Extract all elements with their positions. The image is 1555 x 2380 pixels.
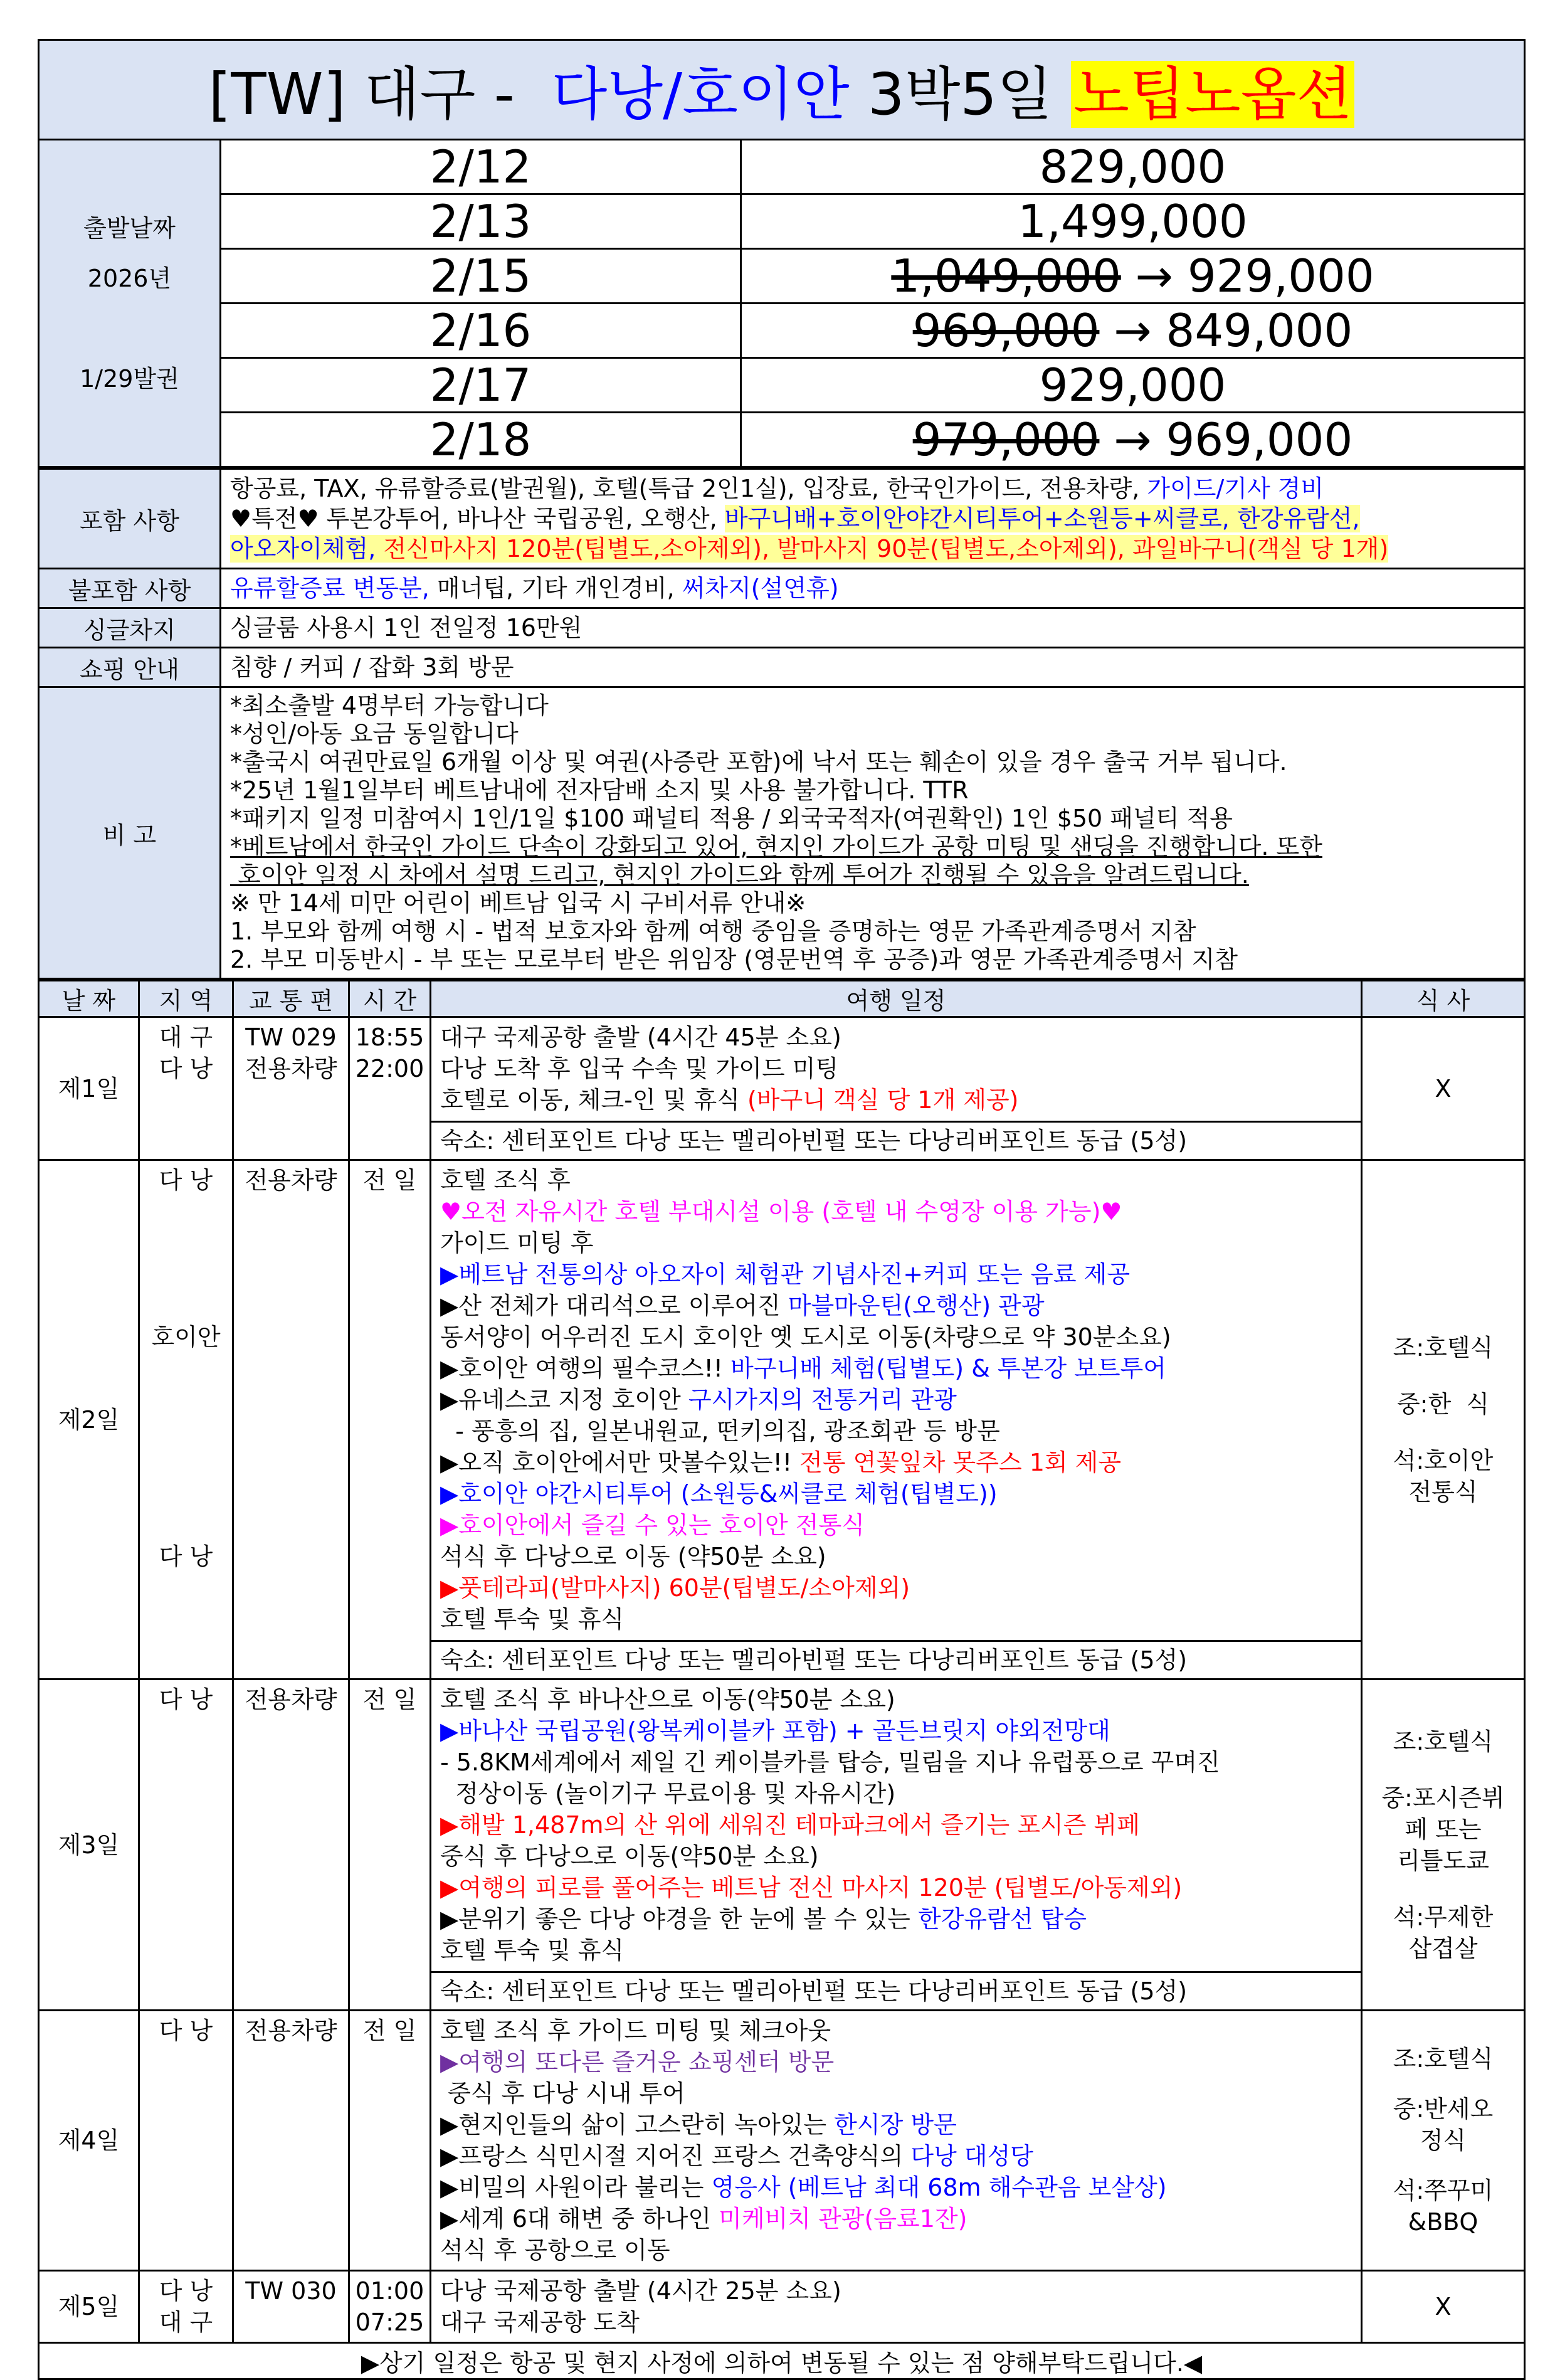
schedule-line: ▶해발 1,487m의 산 위에 세워진 테마파크에서 즐기는 포시즌 뷔페 (440, 1811, 1140, 1839)
schedule-line: ▶호이안에서 즐길 수 있는 호이안 전통식 (440, 1511, 865, 1539)
note-line: *25년 1월1일부터 베트남내에 전자담배 소지 및 사용 불가합니다. TTR (230, 776, 969, 804)
text: 가이드/기사 경비 (1147, 475, 1324, 502)
departure-date: 2/17 (221, 358, 741, 413)
time: 전 일 (349, 1679, 431, 2011)
col-schedule: 여행 일정 (431, 981, 1362, 1017)
text: 전통 연꽃잎차 못주스 1회 제공 (799, 1449, 1122, 1476)
text: 마블마운틴(오행산) 관광 (788, 1292, 1045, 1320)
schedule-line: 중식 후 다낭 시내 투어 (440, 2080, 685, 2107)
title-destination: 다낭/호이안 (551, 61, 850, 128)
col-region: 지 역 (139, 981, 233, 1017)
new-price: 829,000 (1039, 140, 1226, 193)
price (741, 304, 1525, 358)
text: 한강유람선 탑승 (917, 1905, 1087, 1933)
note-line: 1. 부모와 함께 여행 시 - 법적 보호자와 함께 여행 중임을 증명하는 영문 가족관계증명서 지참 (230, 918, 1196, 945)
schedule-line: 호텔 투숙 및 휴식 (440, 1605, 625, 1633)
new-price: 929,000 (1187, 250, 1374, 302)
schedule-line: 가이드 미팅 후 (440, 1229, 594, 1257)
text: 구시가지의 전통거리 관광 (688, 1386, 957, 1414)
text: 항공료, TAX, 유류할증료(발권월), 호텔(특급 2인1실), 입장료, 한국인가이드, 전용차량, (230, 475, 1147, 502)
day-label: 제4일 (39, 2011, 139, 2271)
meal-line: 석:호이안 (1393, 1446, 1494, 1474)
itinerary-table (38, 980, 1526, 2380)
shopping-text: 침향 / 커피 / 잡화 3회 방문 (221, 648, 1525, 687)
region-name: 대 구 (159, 2309, 213, 2336)
text: 호텔로 이동, 체크-인 및 휴식 (440, 1086, 747, 1114)
arrow: → (1135, 250, 1173, 302)
included-label: 포함 사항 (39, 469, 221, 569)
meal-line: 정식 (1420, 2127, 1467, 2154)
meal-line: 리틀도쿄 (1397, 1846, 1489, 1875)
price (741, 358, 1525, 413)
region-name: 다 낭 (159, 1166, 213, 1194)
text: 한시장 방문 (834, 2111, 957, 2139)
tour-brochure (38, 39, 1524, 2380)
text: (바구니 객실 당 1개 제공) (747, 1086, 1019, 1114)
schedule-line: 대구 국제공항 출발 (4시간 45분 소요) (440, 1023, 841, 1051)
schedule (431, 1160, 1362, 1679)
transport: 전용차량 (233, 1160, 349, 1679)
text: 바구니배 체험(팁별도) & 투본강 보트투어 (730, 1355, 1166, 1382)
accommodation: 숙소: 센터포인트 다낭 또는 멜리아빈펄 또는 다낭리버포인트 동급 (5성) (431, 1121, 1361, 1159)
text: ▶산 전체가 대리석으로 이루어진 (440, 1292, 788, 1320)
text: ▶호이안 여행의 필수코스!! (440, 1355, 731, 1382)
meal-line: 조:호텔식 (1393, 1333, 1494, 1362)
text: ▶프랑스 식민시절 지어진 프랑스 건축양식의 (440, 2142, 911, 2170)
schedule-line: 호텔 투숙 및 휴식 (440, 1937, 625, 1964)
price (741, 194, 1525, 249)
col-transport: 교 통 편 (233, 981, 349, 1017)
departure-date: 2/12 (221, 140, 741, 194)
departure-date-label (39, 140, 221, 467)
schedule-line: 다낭 도착 후 입국 수속 및 가이드 미팅 (440, 1055, 839, 1082)
title-prefix: [TW] 대구 - (208, 61, 515, 128)
col-time: 시 간 (349, 981, 431, 1017)
time-value: 01:00 (355, 2277, 424, 2305)
schedule-line: 대구 국제공항 도착 (440, 2309, 640, 2336)
meal-line: &BBQ (1408, 2208, 1479, 2236)
region (139, 1160, 233, 1679)
meal-line: 페 또는 (1405, 1815, 1482, 1843)
text: 영응사 (베트남 최대 68m 해수관음 보살상) (711, 2174, 1167, 2201)
text: 미케비치 관광(음료1잔) (719, 2205, 967, 2233)
note-line: *베트남에서 한국인 가이드 단속이 강화되고 있어, 현지인 가이드가 공항 미팅 및 샌딩을 진행합니다. 또한 (230, 833, 1322, 860)
label-line: 1/29발권 (80, 364, 179, 393)
time (349, 1017, 431, 1160)
text: 매너팁, 기타 개인경비, (429, 574, 682, 602)
schedule (431, 1017, 1362, 1160)
text: ▶분위기 좋은 다낭 야경을 한 눈에 볼 수 있는 (440, 1905, 918, 1933)
meal-line: 조:호텔식 (1393, 1727, 1494, 1755)
schedule-line: ♥오전 자유시간 호텔 부대시설 이용 (호텔 내 수영장 이용 가능)♥ (440, 1198, 1122, 1225)
accommodation: 숙소: 센터포인트 다낭 또는 멜리아빈펄 또는 다낭리버포인트 동급 (5성) (431, 1971, 1361, 2009)
shopping-label: 쇼핑 안내 (39, 648, 221, 687)
single-charge-text: 싱글룸 사용시 1인 전일정 16만원 (221, 608, 1525, 648)
schedule-line: 호텔 조식 후 바나산으로 이동(약50분 소요) (440, 1686, 895, 1713)
note-line: 호이안 일정 시 차에서 설명 드리고, 현지인 가이드와 함께 투어가 진행될 수 있음을 알려드립니다. (230, 861, 1249, 889)
schedule-line: 호텔 조식 후 (440, 1166, 571, 1194)
day-label: 제1일 (39, 1017, 139, 1160)
text: 유류할증료 변동분, (230, 574, 430, 602)
old-price: 969,000 (912, 304, 1100, 357)
transport: TW 030 (233, 2271, 349, 2343)
col-meal: 식 사 (1362, 981, 1525, 1017)
accommodation: 숙소: 센터포인트 다낭 또는 멜리아빈펄 또는 다낭리버포인트 동급 (5성) (431, 1640, 1361, 1678)
price (741, 413, 1525, 467)
schedule-line: 중식 후 다낭으로 이동(약50분 소요) (440, 1843, 819, 1870)
title-tag: 노팁노옵션 (1071, 61, 1354, 128)
region: 다 낭 (139, 2011, 233, 2271)
text: 아오자이체험, (230, 535, 384, 563)
schedule-line: ▶바나산 국립공원(왕복케이블카 포함) + 골든브릿지 야외전망대 (440, 1717, 1110, 1745)
region-name: 다 낭 (159, 2277, 213, 2305)
time: 전 일 (349, 2011, 431, 2271)
schedule (431, 2011, 1362, 2271)
schedule-line: - 풍흥의 집, 일본내원교, 떤키의집, 광조회관 등 방문 (440, 1417, 1000, 1445)
day-label: 제5일 (39, 2271, 139, 2343)
arrow: → (1114, 413, 1152, 466)
price (741, 249, 1525, 304)
note-line: *최소출발 4명부터 가능합니다 (230, 692, 549, 719)
transport (233, 1017, 349, 1160)
time-value: 07:25 (355, 2309, 424, 2336)
day-label: 제3일 (39, 1679, 139, 2011)
page-title (39, 40, 1525, 140)
excluded-label: 불포함 사항 (39, 569, 221, 608)
meal-line: 전통식 (1408, 1478, 1478, 1506)
note-line: *성인/아동 요금 동일합니다 (230, 720, 519, 748)
meal-line: 석:쭈꾸미 (1393, 2177, 1494, 2204)
meal: X (1362, 1017, 1525, 1160)
meal-line: 삽겹살 (1408, 1934, 1478, 1962)
region (139, 2271, 233, 2343)
schedule-line: 석식 후 공항으로 이동 (440, 2236, 670, 2264)
note-line: *패키지 일정 미참여시 1인/1일 $100 패널티 적용 / 외국국적자(여권확인) 1인 $50 패널티 적용 (230, 805, 1233, 832)
text: 써차지(설연휴) (682, 574, 839, 602)
schedule-line: ▶여행의 또다른 즐거운 쇼핑센터 방문 (440, 2048, 835, 2076)
meal-line: 석:무제한 (1393, 1903, 1494, 1931)
text: ▶유네스코 지정 호이안 (440, 1386, 688, 1414)
region (139, 1017, 233, 1160)
time (349, 2271, 431, 2343)
schedule-line: 호텔 조식 후 가이드 미팅 및 체크아웃 (440, 2017, 831, 2044)
meal-line: 중:포시즌뷔 (1381, 1784, 1505, 1812)
text: 전신마사지 120분(팁별도,소아제외), 발마사지 90분(팁별도,소아제외), 과일바구니(객실 당 1개) (383, 535, 1389, 563)
note-line: 2. 부모 미동반시 - 부 또는 모로부터 받은 위임장 (영문번역 후 공증)과 영문 가족관계증명서 지참 (230, 946, 1238, 973)
text: ▶현지인들의 삶이 고스란히 녹아있는 (440, 2111, 835, 2139)
title-duration: 3박5일 (868, 61, 1053, 128)
text: 바구니배+호이안야간시티투어+소원등+씨클로, 한강유람선, (724, 505, 1360, 532)
region: 다 낭 (139, 1679, 233, 2011)
departure-date: 2/16 (221, 304, 741, 358)
region-name: 대 구 (159, 1023, 213, 1051)
meal (1362, 2011, 1525, 2271)
label-line: 2026년 (87, 264, 172, 292)
region-name: 호이안 (151, 1323, 221, 1351)
price-table (38, 39, 1526, 468)
transport-name: 전용차량 (245, 1055, 337, 1082)
departure-date: 2/15 (221, 249, 741, 304)
schedule-line: - 5.8KM세계에서 제일 긴 케이블카를 탑승, 밀림을 지나 유럽풍으로 꾸며진 (440, 1748, 1220, 1776)
transport: 전용차량 (233, 2011, 349, 2271)
price (741, 140, 1525, 194)
meal (1362, 1160, 1525, 1679)
transport-name: TW 029 (245, 1023, 337, 1051)
text: 다낭 대성당 (910, 2142, 1033, 2170)
included-text (221, 469, 1525, 569)
new-price: 849,000 (1166, 304, 1353, 357)
excluded-text (221, 569, 1525, 608)
arrow: → (1114, 304, 1152, 357)
schedule (431, 2271, 1362, 2343)
schedule-line: ▶여행의 피로를 풀어주는 베트남 전신 마사지 120분 (팁별도/아동제외) (440, 1874, 1183, 1901)
meal (1362, 1679, 1525, 2011)
departure-date: 2/18 (221, 413, 741, 467)
old-price: 1,049,000 (891, 250, 1121, 302)
schedule-line: ▶호이안 야간시티투어 (소원등&씨클로 체험(팁별도)) (440, 1480, 998, 1508)
schedule-line: 석식 후 다낭으로 이동 (약50분 소요) (440, 1543, 826, 1570)
schedule-line: 다낭 국제공항 출발 (4시간 25분 소요) (440, 2277, 841, 2305)
text: ▶비밀의 사원이라 불리는 (440, 2174, 712, 2201)
label-line: 출발날짜 (83, 214, 176, 242)
text: ♥특전♥ 투본강투어, 바나산 국립공원, 오행산, (230, 505, 725, 532)
meal-line: 조:호텔식 (1393, 2045, 1494, 2073)
schedule-line: ▶풋테라피(발마사지) 60분(팁별도/소아제외) (440, 1574, 910, 1602)
schedule-line: 정상이동 (놀이기구 무료이용 및 자유시간) (440, 1780, 896, 1807)
text: ▶세계 6대 해변 중 하나인 (440, 2205, 719, 2233)
time-value: 22:00 (355, 1055, 424, 1082)
text: ▶오직 호이안에서만 맛볼수있는!! (440, 1449, 800, 1476)
footer-notice: ▶상기 일정은 항공 및 현지 사정에 의하여 변동될 수 있는 점 양해부탁드립니다.◀ (39, 2343, 1525, 2379)
transport: 전용차량 (233, 1679, 349, 2011)
meal: X (1362, 2271, 1525, 2343)
new-price: 969,000 (1166, 413, 1353, 466)
notes-label: 비 고 (39, 687, 221, 979)
note-line: ※ 만 14세 미만 어린이 베트남 입국 시 구비서류 안내※ (230, 889, 806, 917)
meal-line: 중:반세오 (1393, 2095, 1494, 2123)
time: 전 일 (349, 1160, 431, 1679)
region-name: 다 낭 (159, 1055, 213, 1082)
old-price: 979,000 (912, 413, 1100, 466)
note-line: *출국시 여권만료일 6개월 이상 및 여권(사증란 포함)에 낙서 또는 훼손이 있을 경우 출국 거부 됩니다. (230, 748, 1287, 776)
col-date: 날 짜 (39, 981, 139, 1017)
departure-date: 2/13 (221, 194, 741, 249)
schedule-line: ▶베트남 전통의상 아오자이 체험관 기념사진+커피 또는 음료 제공 (440, 1261, 1131, 1288)
info-table (38, 468, 1526, 980)
notes-text (221, 687, 1525, 979)
schedule (431, 1679, 1362, 2011)
time-value: 18:55 (355, 1023, 424, 1051)
day-label: 제2일 (39, 1160, 139, 1679)
meal-line: 중:한 식 (1396, 1390, 1490, 1418)
new-price: 929,000 (1039, 359, 1226, 411)
schedule-line: 동서양이 어우러진 도시 호이안 옛 도시로 이동(차량으로 약 30분소요) (440, 1323, 1171, 1351)
region-name: 다 낭 (159, 1543, 213, 1570)
new-price: 1,499,000 (1018, 195, 1248, 248)
single-charge-label: 싱글차지 (39, 608, 221, 648)
